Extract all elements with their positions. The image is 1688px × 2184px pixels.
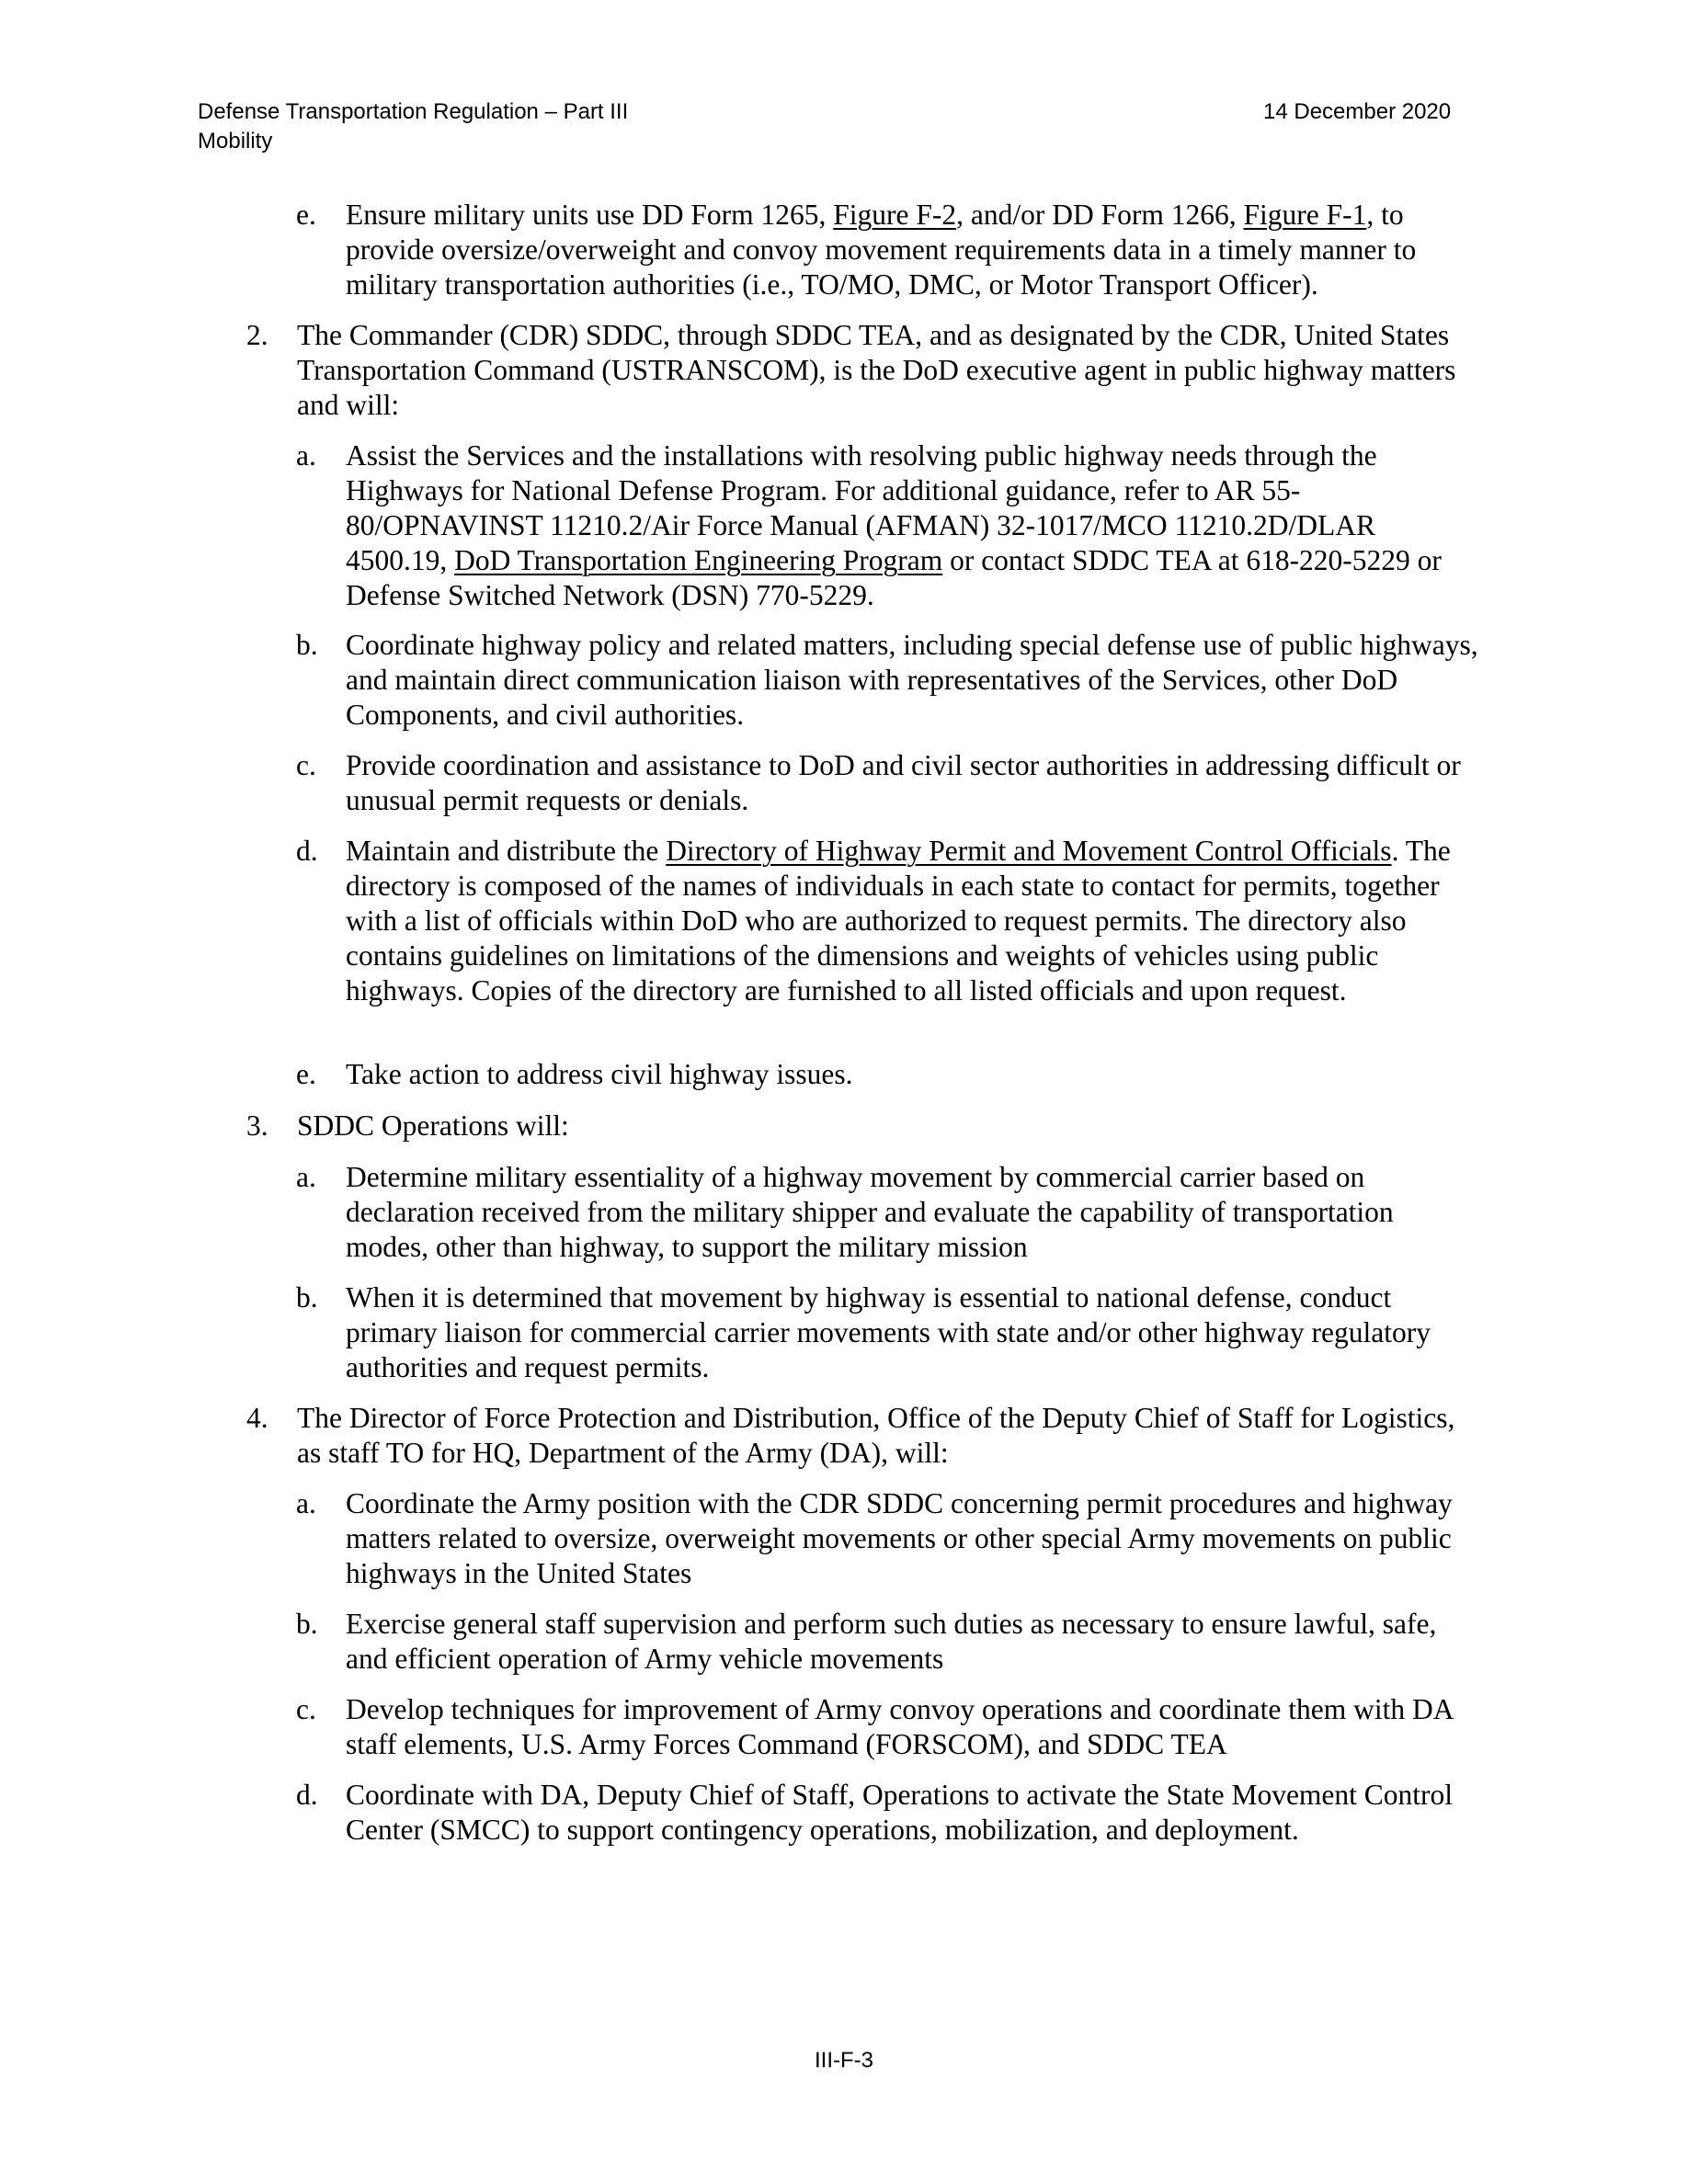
list-item-2c <box>296 748 1482 818</box>
list-item-2a <box>296 438 1482 613</box>
item-text: Coordinate the Army position with the CDR SDDC concerning permit procedures and highway matters related to oversize, overweight movements or other special Army movements on public highways in the United States <box>346 1487 1453 1589</box>
item-text: Determine military essentiality of a highway movement by commercial carrier based on declaration received from the military shipper and evaluate the capability of transportation modes, other than highway, to support the military mission <box>346 1161 1394 1263</box>
list-item-2 <box>246 318 1478 423</box>
item-text: Exercise general staff supervision and perform such duties as necessary to ensure lawful, safe, and efficient operation of Army vehicle movements <box>346 1608 1437 1675</box>
item-text: Develop techniques for improvement of Army convoy operations and coordinate them with DA staff elements, U.S. Army Forces Command (FORSCOM), and SDDC TEA <box>346 1693 1453 1760</box>
list-item-4a <box>296 1486 1482 1591</box>
header-title: Defense Transportation Regulation – Part III <box>198 99 629 124</box>
item-text: SDDC Operations will: <box>297 1109 569 1142</box>
list-item-2d <box>296 834 1482 1008</box>
list-item-4 <box>246 1401 1478 1471</box>
item-marker: c. <box>296 1693 316 1725</box>
item-text: Maintain and distribute the Directory of Highway Permit and Movement Control Officials. The directory is composed of the names of individuals in each state to contact for permits, together with a list of officials within DoD who are authorized to request permits. The directory also contains guidelines on limitations of the dimensions and weights of vehicles using public highways. Copies of the directory are furnished to all listed officials and upon request. <box>346 835 1451 1007</box>
item-text: Coordinate highway policy and related matters, including special defense use of public highways, and maintain direct communication liaison with representatives of the Services, other DoD Components, and civil authorities. <box>346 629 1478 731</box>
item-marker: b. <box>296 629 318 661</box>
list-item-4c <box>296 1692 1482 1762</box>
list-item-4d <box>296 1778 1482 1848</box>
item-marker: a. <box>296 439 316 472</box>
list-item-3a <box>296 1160 1482 1265</box>
item-marker: d. <box>296 1779 318 1811</box>
item-marker: e. <box>296 199 316 231</box>
figure-f2-link[interactable]: Figure F-2 <box>833 199 957 231</box>
item-marker: b. <box>296 1281 318 1314</box>
item-text: The Director of Force Protection and Distribution, Office of the Deputy Chief of Staff for Logistics, as staff TO for HQ, Department of the Army (DA), will: <box>297 1402 1455 1469</box>
list-item-3 <box>246 1109 1478 1143</box>
item-marker: e. <box>296 1058 316 1090</box>
item-marker: d. <box>296 835 318 867</box>
page-number: III-F-3 <box>815 2048 873 2073</box>
header-date: 14 December 2020 <box>1263 99 1452 124</box>
list-item-2b <box>296 628 1482 733</box>
item-text: Provide coordination and assistance to DoD and civil sector authorities in addressing difficult or unusual permit requests or denials. <box>346 749 1461 816</box>
dod-transportation-engineering-link[interactable]: DoD Transportation Engineering Program <box>454 544 943 576</box>
item-text: Assist the Services and the installations with resolving public highway needs through the Highways for National Defense Program. For additional guidance, refer to AR 55-80/OPNAVINST 11210.2/Air Force Manual (AFMAN) 32-1017/MCO 11210.2D/DLAR 4500.19, DoD Transportation Engineering Program or contact SDDC TEA at 618-220-5229 or Defense Switched Network (DSN) 770-5229. <box>346 439 1442 611</box>
header-subtitle: Mobility <box>198 129 273 154</box>
item-text: Ensure military units use DD Form 1265, Figure F-2, and/or DD Form 1266, Figure F-1, to provide oversize/overweight and convoy movement requirements data in a timely manner to military transportation authorities (i.e., TO/MO, DMC, or Motor Transport Officer). <box>346 199 1417 301</box>
list-item-4b <box>296 1607 1482 1677</box>
item-text: The Commander (CDR) SDDC, through SDDC TEA, and as designated by the CDR, United States Transportation Command (USTRANSCOM), is the DoD executive agent in public highway matters and will: <box>297 319 1456 421</box>
list-item-3b <box>296 1280 1482 1385</box>
item-marker: 4. <box>246 1402 268 1434</box>
item-marker: a. <box>296 1161 316 1193</box>
item-text: When it is determined that movement by highway is essential to national defense, conduct primary liaison for commercial carrier movements with state and/or other highway regulatory authorities and request permits. <box>346 1281 1431 1383</box>
directory-highway-permit-link[interactable]: Directory of Highway Permit and Movement Control Officials <box>666 835 1392 867</box>
item-marker: 3. <box>246 1109 268 1142</box>
item-marker: a. <box>296 1487 316 1519</box>
item-marker: c. <box>296 749 316 781</box>
item-text: Coordinate with DA, Deputy Chief of Staff, Operations to activate the State Movement Control Center (SMCC) to support contingency operations, mobilization, and deployment. <box>346 1779 1454 1846</box>
list-item-1e <box>296 198 1482 302</box>
item-marker: 2. <box>246 319 268 351</box>
item-text: Take action to address civil highway issues. <box>346 1058 853 1090</box>
figure-f1-link[interactable]: Figure F-1 <box>1243 199 1367 231</box>
item-marker: b. <box>296 1608 318 1640</box>
list-item-2e <box>296 1057 1482 1092</box>
